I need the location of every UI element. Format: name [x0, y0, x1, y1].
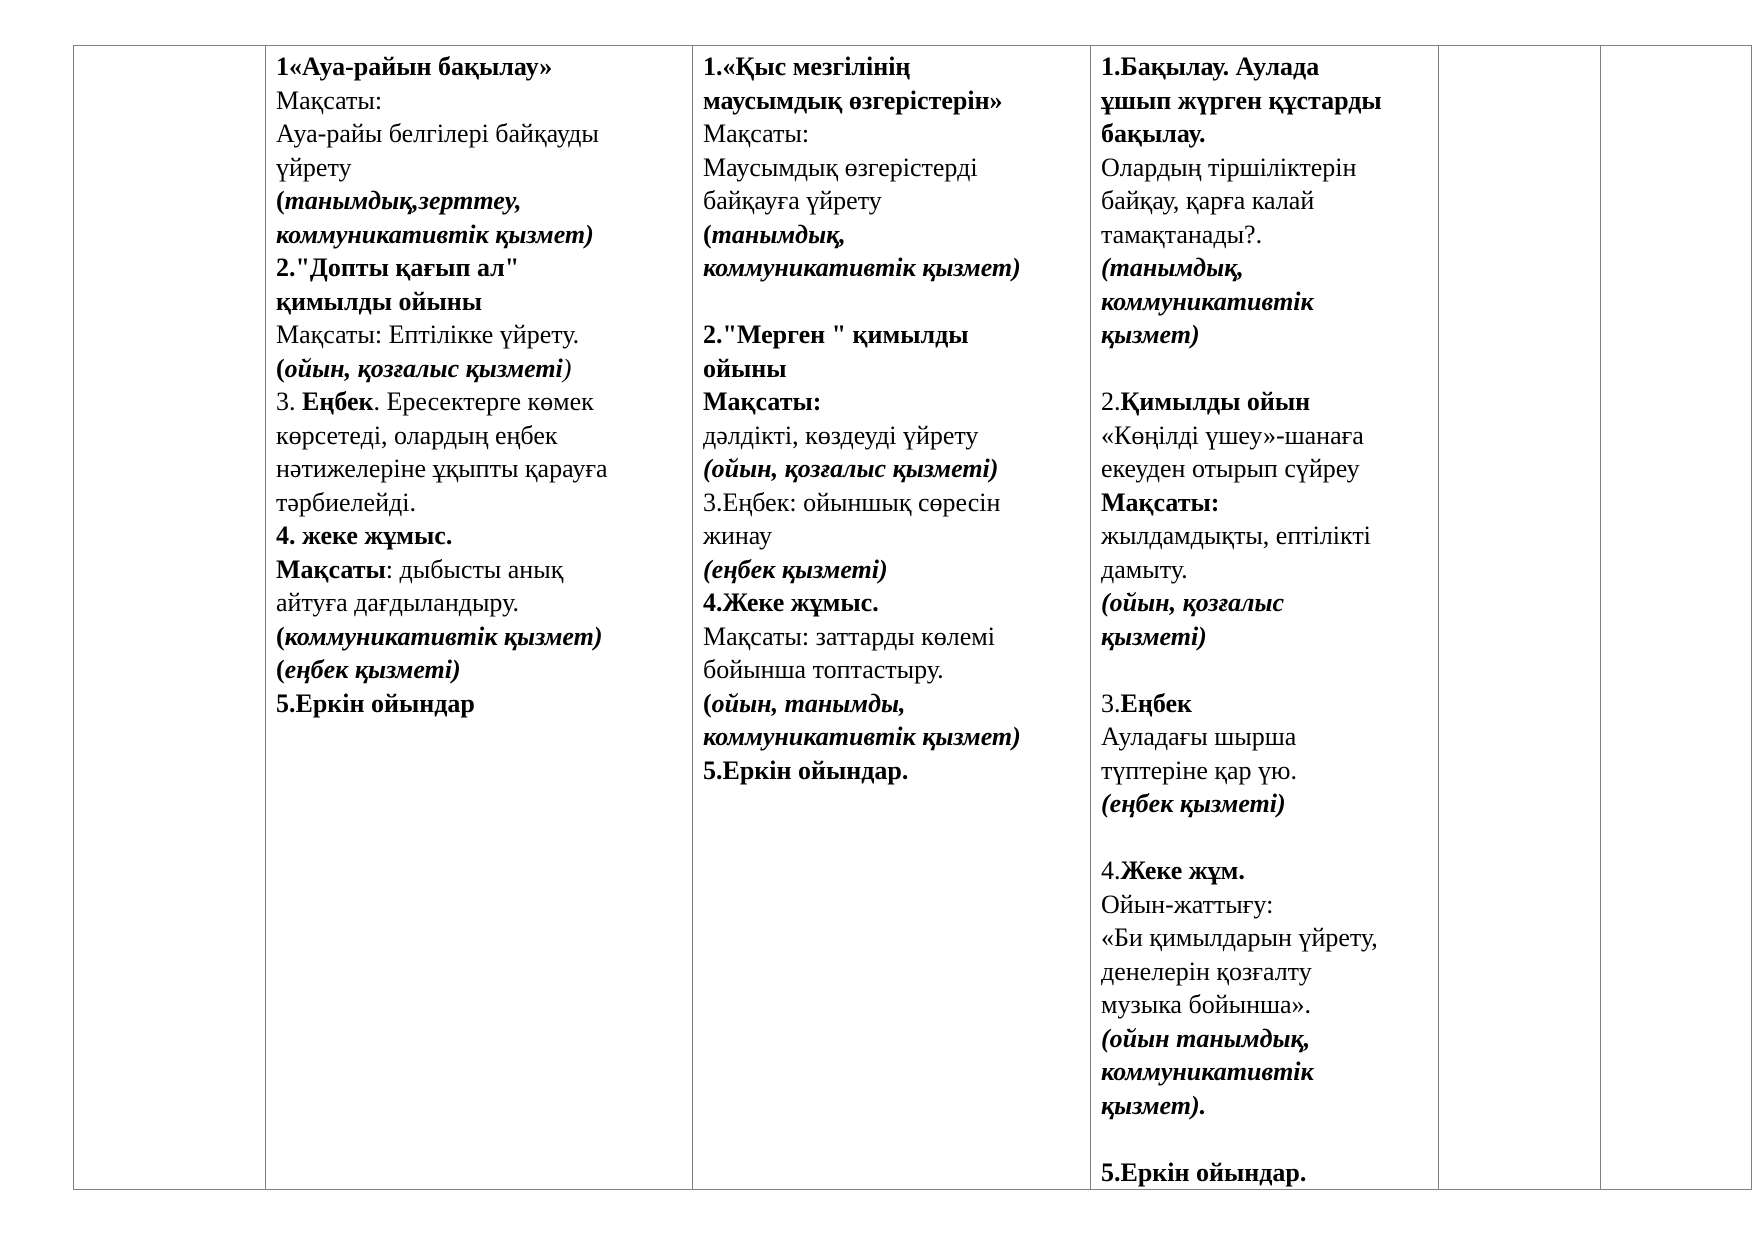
text-run: 2."Допты қағып ал" [276, 253, 520, 282]
text-line [703, 318, 1080, 352]
text-run: жылдамдықты, ептілікті [1101, 521, 1371, 550]
text-run: Мақсаты: заттарды көлемі [703, 621, 995, 651]
text-line [1101, 754, 1428, 788]
text-run: коммуникативтік қызмет) [284, 621, 603, 651]
text-line [703, 452, 1080, 486]
text-run: 1.«Қыс мезгілінің [703, 52, 911, 81]
text-run: 3. [1101, 688, 1121, 718]
text-run: 1«Ауа-райын бақылау» [276, 52, 553, 81]
text-run: Олардың тіршіліктерін [1101, 152, 1357, 182]
text-line [1101, 1156, 1428, 1190]
text-line [276, 653, 682, 687]
text-run: денелерін қозғалту [1101, 956, 1312, 986]
table-cell-col2 [266, 46, 693, 1190]
text-run: дамыту. [1101, 554, 1188, 584]
text-run: Жеке жұм. [1120, 856, 1245, 885]
text-run: танымдық, [711, 219, 846, 249]
text-run: 2. [1101, 387, 1121, 416]
text-line [703, 519, 1080, 553]
text-run: 4.Жеке жұмыс. [703, 588, 879, 617]
text-line [703, 385, 1080, 419]
text-line [703, 720, 1080, 754]
text-run: . Ересектерге көмек [373, 387, 594, 416]
text-line [1101, 486, 1428, 520]
text-line [703, 218, 1080, 252]
text-run: коммуникативтік [1101, 1057, 1314, 1086]
text-line [703, 84, 1080, 118]
text-run: Ауа-райы белгілері байқауды [276, 119, 599, 148]
text-run: (ойын танымдық, [1101, 1023, 1311, 1053]
text-run: «Би қимылдарын үйрету, [1101, 923, 1378, 952]
text-line [1101, 385, 1428, 419]
text-run: ( [276, 186, 285, 215]
text-run: Ойын-жаттығу: [1101, 889, 1274, 919]
text-line [703, 687, 1080, 721]
text-run: Мақсаты: [703, 387, 822, 416]
text-line [703, 586, 1080, 620]
text-line [1101, 84, 1428, 118]
table-cell-col4 [1091, 46, 1439, 1190]
text-run: еңбек қызметі) [284, 655, 461, 684]
text-line [703, 151, 1080, 185]
text-run: «Көңілді үшеу»-шанаға [1101, 420, 1364, 450]
text-run: Мақсаты: [276, 85, 383, 115]
text-line [276, 117, 682, 151]
text-run: бақылау. [1101, 119, 1206, 148]
text-run: нәтижелеріне ұқыпты қарауға [276, 454, 608, 483]
text-line [703, 620, 1080, 654]
text-line [276, 486, 682, 520]
text-run: ) [562, 353, 572, 383]
text-line [1101, 117, 1428, 151]
text-line [1101, 184, 1428, 218]
text-line [703, 184, 1080, 218]
text-line [1101, 787, 1428, 821]
text-line [1101, 955, 1428, 989]
text-run: музыка бойынша». [1101, 990, 1312, 1019]
table-cell-col5 [1439, 46, 1601, 1190]
text-line [1101, 419, 1428, 453]
blank-line [703, 285, 1080, 319]
table-cell-col6 [1601, 46, 1752, 1190]
text-run: 3.Еңбек: ойыншық сөресін [703, 487, 1001, 517]
text-run: ( [276, 353, 285, 383]
text-run: үйрету [276, 152, 352, 182]
text-run: Қимылды ойын [1120, 387, 1311, 416]
text-run: 5.Еркін ойындар. [703, 755, 909, 785]
text-line [1101, 1022, 1428, 1056]
text-run: (танымдық, [1101, 253, 1244, 282]
text-line [276, 553, 682, 587]
text-line [276, 318, 682, 352]
text-line [276, 50, 682, 84]
text-line [276, 419, 682, 453]
text-line [276, 285, 682, 319]
table-row [74, 46, 1752, 1190]
text-line [1101, 50, 1428, 84]
text-line [1101, 720, 1428, 754]
text-run: дәлдікті, көздеуді үйрету [703, 420, 979, 450]
blank-line [1101, 821, 1428, 855]
text-run: айтуға дағдыландыру. [276, 588, 519, 617]
text-line [1101, 921, 1428, 955]
text-line [1101, 854, 1428, 888]
text-run: коммуникативтік [1101, 286, 1314, 316]
text-line [276, 84, 682, 118]
text-line [703, 50, 1080, 84]
text-line [1101, 888, 1428, 922]
text-run: 4. жеке жұмыс. [276, 521, 453, 550]
text-line [276, 251, 682, 285]
text-run: байқау, қарға калай [1101, 186, 1315, 215]
activity-plan-table [73, 45, 1752, 1190]
text-run: қызметі) [1101, 621, 1207, 651]
text-line [703, 117, 1080, 151]
text-run: жинау [703, 521, 773, 550]
text-line [276, 151, 682, 185]
text-run: 4. [1101, 856, 1121, 885]
text-run: ( [703, 688, 712, 718]
text-line [276, 184, 682, 218]
text-line [703, 754, 1080, 788]
text-line [1101, 687, 1428, 721]
text-run: тамақтанады?. [1101, 219, 1263, 249]
text-run: (еңбек қызметі) [1101, 789, 1286, 818]
text-run: Мақсаты [276, 554, 386, 584]
text-run: екеуден отырып сүйреу [1101, 454, 1360, 483]
text-line [276, 687, 682, 721]
blank-line [1101, 653, 1428, 687]
text-run: байқауға үйрету [703, 186, 882, 215]
text-line [703, 251, 1080, 285]
text-run: (ойын, қозғалыс қызметі) [703, 454, 999, 483]
text-line [1101, 519, 1428, 553]
text-run: Еңбек [302, 387, 374, 416]
text-run: Мақсаты: [1101, 487, 1220, 517]
table-cell-col1 [74, 46, 266, 1190]
text-run: ( [703, 219, 712, 249]
text-line [703, 352, 1080, 386]
text-line [276, 452, 682, 486]
text-line [276, 352, 682, 386]
text-line [276, 620, 682, 654]
text-run: 3. [276, 387, 302, 416]
text-run: 2."Мерген " қимылды [703, 320, 969, 349]
text-line [1101, 452, 1428, 486]
text-line [1101, 586, 1428, 620]
text-run: : дыбысты анық [385, 554, 564, 584]
text-line [276, 385, 682, 419]
text-run: ( [276, 621, 285, 651]
text-line [703, 419, 1080, 453]
text-run: Мақсаты: Ептілікке үйрету. [276, 320, 580, 349]
text-run: көрсетеді, олардың еңбек [276, 420, 558, 450]
text-run: ойын, қозғалыс қызметі [284, 353, 563, 383]
blank-line [1101, 352, 1428, 386]
text-run: (еңбек қызметі) [703, 554, 888, 584]
text-run: қызмет) [1101, 320, 1200, 349]
text-run: коммуникативтік қызмет) [703, 722, 1021, 751]
text-run: 5.Еркін ойындар [276, 688, 475, 718]
text-line [1101, 553, 1428, 587]
plan-table-wrapper [73, 45, 1752, 1190]
text-run: (ойын, қозғалыс [1101, 588, 1285, 617]
text-line [703, 553, 1080, 587]
text-run: ойыны [703, 353, 787, 383]
text-line [1101, 1089, 1428, 1123]
text-run: қызмет). [1101, 1090, 1207, 1120]
table-cell-col3 [693, 46, 1091, 1190]
text-line [1101, 218, 1428, 252]
text-run: коммуникативтік қызмет) [276, 219, 594, 249]
text-line [703, 653, 1080, 687]
text-line [703, 486, 1080, 520]
text-run: 1.Бақылау. Аулада [1101, 52, 1320, 81]
text-run: коммуникативтік қызмет) [703, 253, 1021, 282]
text-run: Ауладағы шырша [1101, 722, 1297, 751]
text-line [276, 519, 682, 553]
text-run: ұшып жүрген құстарды [1101, 85, 1382, 115]
text-line [1101, 285, 1428, 319]
text-run: танымдық,зерттеу, [284, 186, 522, 215]
text-run: қимылды ойыны [276, 286, 483, 316]
text-line [1101, 318, 1428, 352]
text-line [1101, 1055, 1428, 1089]
text-line [1101, 620, 1428, 654]
text-run: маусымдық өзгерістерін» [703, 85, 1003, 115]
blank-line [1101, 1122, 1428, 1156]
text-run: бойынша топтастыру. [703, 655, 944, 684]
text-line [276, 218, 682, 252]
text-run: тәрбиелейді. [276, 487, 416, 517]
text-line [1101, 988, 1428, 1022]
text-run: ойын, танымды, [711, 688, 906, 718]
text-run: Еңбек [1120, 688, 1192, 718]
text-run: ( [276, 655, 285, 684]
text-run: Маусымдық өзгерістерді [703, 152, 978, 182]
text-run: 5.Еркін ойындар. [1101, 1157, 1307, 1187]
text-run: түптеріне қар үю. [1101, 755, 1297, 785]
text-line [1101, 251, 1428, 285]
text-line [276, 586, 682, 620]
text-line [1101, 151, 1428, 185]
text-run: Мақсаты: [703, 119, 810, 148]
